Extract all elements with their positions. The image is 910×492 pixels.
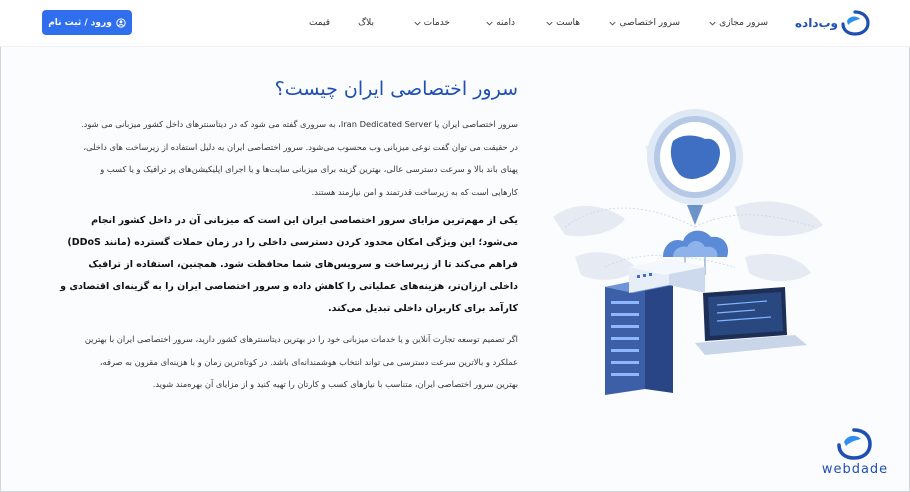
- nav-item-virtual-server[interactable]: [708, 16, 768, 30]
- server-map-illustration: [545, 107, 827, 397]
- intro-paragraph: سرور اختصاصی ایران یا Iran Dedicated Server، به سروری گفته می شود که در دیتاسنترهای داخل کشور میزبانی می شود. در حقیقت می توان گفت نوعی میزبانی وب محسوب می‌شود. سرور اختصاصی ایران به دلیل استفاده از زیرساخت های داخلی، پهنای باند بالا و سرعت دسترسی عالی، بهترین گزینه برای میزبانی سایت‌ها و یا اجرای اپلیکیشن‌های پر ترافیک و یا کسب و کارهایی است که به زیرساخت قدرتمند و امن نیازمند هستند.: [81, 119, 518, 197]
- nav-label: سرور اختصاصی: [619, 18, 680, 28]
- nav-label: هاست: [556, 18, 580, 28]
- chevron-down-icon: [708, 19, 717, 28]
- nav-label: سرور مجازی: [719, 18, 768, 28]
- footer-brand-logo[interactable]: [812, 428, 898, 488]
- chevron-down-icon: [545, 19, 554, 28]
- nav-item-services[interactable]: [413, 16, 450, 30]
- user-circle-icon: [116, 18, 126, 28]
- nav-label: خدمات: [423, 18, 450, 28]
- page-title: سرور اختصاصی ایران چیست؟: [274, 78, 518, 100]
- nav-label: قیمت: [308, 18, 330, 28]
- nav-item-pricing[interactable]: [309, 16, 330, 30]
- brand-name: وب‌داده: [794, 16, 838, 30]
- nav-item-domain[interactable]: [485, 16, 515, 30]
- chevron-down-icon: [608, 19, 617, 28]
- nav-item-dedicated-server[interactable]: [608, 16, 680, 30]
- nav-item-hosting[interactable]: [545, 16, 580, 30]
- nav-label: بلاگ: [358, 18, 374, 28]
- footer-brand-text: webdade: [821, 462, 889, 477]
- site-logo[interactable]: [782, 8, 870, 38]
- login-register-label: ورود / ثبت نام: [48, 17, 112, 28]
- chevron-down-icon: [485, 19, 494, 28]
- chevron-down-icon: [413, 19, 422, 28]
- webdade-logo-icon: [836, 428, 872, 460]
- closing-paragraph: اگر تصمیم توسعه تجارت آنلاین و یا خدمات میزبانی خود را در بهترین دیتاسنترهای کشور دارید، سرور اختصاصی ایران با بهترین عملکرد و بالاترین سرعت دسترسی می تواند انتخاب هوشمندانه‌ای باشد. در کوتاه‌ترین زمان و با هزینه‌ای مقرون به صرفه، بهترین سرور اختصاصی ایران، متناسب با نیازهای کسب و کارتان را تهیه کنید و از مزایای آن بهره‌مند شوید.: [84, 334, 518, 389]
- nav-item-blog[interactable]: [358, 16, 374, 30]
- webdade-logo-icon: [840, 10, 870, 36]
- site-header: [0, 0, 910, 47]
- advantages-paragraph: یکی از مهم‌ترین مزایای سرور اختصاصی ایران این است که میزبانی آن در داخل کشور انجام می‌شود؛ این ویژگی امکان محدود کردن دسترسی داخلی را در زمان حملات گسترده (مانند DDoS) فراهم می‌کند تا از زیرساخت و سرویس‌های شما محافظت شود. همچنین، استفاده از ترافیک داخلی ارزان‌تر، هزینه‌های عملیاتی را کاهش داده و سرور اختصاصی ایران را به گزینه‌ای اقتصادی و کارآمد برای کاربران داخلی تبدیل می‌کند.: [60, 215, 518, 314]
- nav-label: دامنه: [496, 18, 515, 28]
- login-register-button[interactable]: [42, 10, 132, 35]
